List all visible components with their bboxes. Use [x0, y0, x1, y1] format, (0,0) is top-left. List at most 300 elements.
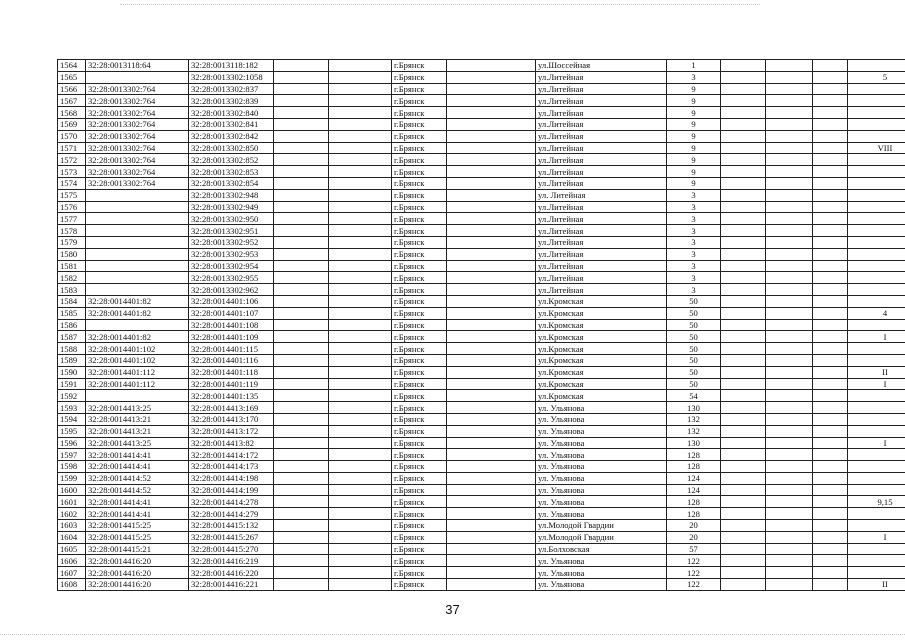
cell-col-10: [721, 225, 766, 237]
cell-cadastral-number: 32:28:0013302:954: [189, 260, 274, 272]
cell-col-5: [329, 154, 392, 166]
cell-col-5: [329, 319, 392, 331]
cell-col-4: [274, 260, 329, 272]
cell-col-10: [721, 319, 766, 331]
registry-table: [57, 59, 905, 591]
cell-cadastral-number: 32:28:0014415:132: [189, 520, 274, 532]
cell-city: г.Брянск: [392, 189, 447, 201]
cell-cadastral-number: 32:28:0014414:172: [189, 449, 274, 461]
cell-house-number: 9: [667, 142, 721, 154]
cell-col-7: [447, 354, 536, 366]
cell-col-7: [447, 378, 536, 390]
cell-col-11: [766, 248, 813, 260]
cell-col-12: [813, 567, 848, 579]
cell-street: ул. Литейная: [536, 189, 667, 201]
cell-col-5: [329, 354, 392, 366]
cell-col-10: [721, 413, 766, 425]
cell-col-4: [274, 107, 329, 119]
cell-col-5: [329, 555, 392, 567]
cell-cadastral-number: 32:28:0014416:221: [189, 579, 274, 591]
cell-col-12: [813, 319, 848, 331]
cell-city: г.Брянск: [392, 449, 447, 461]
cell-col-12: [813, 107, 848, 119]
cell-col-10: [721, 472, 766, 484]
cell-col-7: [447, 520, 536, 532]
cell-street: ул. Ульянова: [536, 425, 667, 437]
cell-house-number: 50: [667, 343, 721, 355]
cell-col-4: [274, 272, 329, 284]
cell-col-10: [721, 260, 766, 272]
cell-col-12: [813, 390, 848, 402]
cell-house-number: 3: [667, 284, 721, 296]
cell-col-12: [813, 579, 848, 591]
cell-city: г.Брянск: [392, 331, 447, 343]
cell-row-number: 1568: [58, 107, 86, 119]
cell-col-11: [766, 154, 813, 166]
cell-col-11: [766, 201, 813, 213]
cell-cadastral-number: 32:28:0013302:949: [189, 201, 274, 213]
cell-col-4: [274, 484, 329, 496]
cell-col-7: [447, 95, 536, 107]
cell-col-7: [447, 402, 536, 414]
table-row: [58, 484, 905, 496]
cell-city: г.Брянск: [392, 154, 447, 166]
cell-city: г.Брянск: [392, 142, 447, 154]
cell-col-12: [813, 437, 848, 449]
cell-col-10: [721, 579, 766, 591]
cell-col-5: [329, 449, 392, 461]
cell-note: [848, 295, 905, 307]
cell-house-number: 3: [667, 71, 721, 83]
cell-col-10: [721, 60, 766, 72]
cell-street: ул. Ульянова: [536, 402, 667, 414]
cell-street: ул.Кромская: [536, 366, 667, 378]
cell-street: ул.Кромская: [536, 378, 667, 390]
cell-cadastral-number: 32:28:0013302:952: [189, 236, 274, 248]
cell-note: 4: [848, 307, 905, 319]
cell-city: г.Брянск: [392, 201, 447, 213]
cell-cadastral-number: 32:28:0014401:106: [189, 295, 274, 307]
cell-cadastral-parent: 32:28:0014416:20: [86, 555, 189, 567]
cell-row-number: 1588: [58, 343, 86, 355]
cell-note: [848, 118, 905, 130]
cell-col-11: [766, 236, 813, 248]
table-row: [58, 95, 905, 107]
cell-col-7: [447, 130, 536, 142]
cell-cadastral-number: 32:28:0013302:837: [189, 83, 274, 95]
cell-row-number: 1594: [58, 413, 86, 425]
cell-col-12: [813, 71, 848, 83]
cell-col-12: [813, 225, 848, 237]
cell-row-number: 1564: [58, 60, 86, 72]
cell-house-number: 122: [667, 567, 721, 579]
cell-col-10: [721, 461, 766, 473]
cell-house-number: 124: [667, 472, 721, 484]
table-row: [58, 579, 905, 591]
cell-col-12: [813, 366, 848, 378]
cell-cadastral-parent: 32:28:0014413:21: [86, 413, 189, 425]
cell-col-4: [274, 118, 329, 130]
cell-col-12: [813, 484, 848, 496]
cell-cadastral-parent: 32:28:0013302:764: [86, 118, 189, 130]
cell-row-number: 1567: [58, 95, 86, 107]
cell-col-7: [447, 272, 536, 284]
cell-col-11: [766, 531, 813, 543]
cell-col-7: [447, 307, 536, 319]
cell-cadastral-number: 32:28:0014413:82: [189, 437, 274, 449]
cell-street: ул.Литейная: [536, 130, 667, 142]
cell-house-number: 128: [667, 496, 721, 508]
cell-col-12: [813, 142, 848, 154]
cell-cadastral-parent: [86, 201, 189, 213]
cell-row-number: 1590: [58, 366, 86, 378]
cell-cadastral-number: 32:28:0014414:279: [189, 508, 274, 520]
cell-city: г.Брянск: [392, 402, 447, 414]
cell-note: [848, 567, 905, 579]
cell-cadastral-parent: [86, 390, 189, 402]
cell-street: ул.Литейная: [536, 225, 667, 237]
cell-row-number: 1572: [58, 154, 86, 166]
cell-col-12: [813, 213, 848, 225]
cell-street: ул.Литейная: [536, 260, 667, 272]
cell-col-5: [329, 413, 392, 425]
cell-house-number: 3: [667, 189, 721, 201]
cell-house-number: 122: [667, 579, 721, 591]
cell-col-7: [447, 295, 536, 307]
cell-col-7: [447, 213, 536, 225]
cell-note: I: [848, 437, 905, 449]
cell-col-4: [274, 201, 329, 213]
cell-col-12: [813, 354, 848, 366]
cell-col-12: [813, 543, 848, 555]
cell-col-5: [329, 366, 392, 378]
cell-street: ул.Литейная: [536, 213, 667, 225]
cell-col-11: [766, 260, 813, 272]
cell-house-number: 3: [667, 225, 721, 237]
cell-col-7: [447, 449, 536, 461]
cell-cadastral-parent: 32:28:0014401:82: [86, 295, 189, 307]
cell-col-10: [721, 567, 766, 579]
cell-col-12: [813, 166, 848, 178]
cell-col-11: [766, 378, 813, 390]
cell-cadastral-number: 32:28:0013302:853: [189, 166, 274, 178]
cell-col-7: [447, 319, 536, 331]
cell-street: ул. Ульянова: [536, 496, 667, 508]
cell-cadastral-parent: 32:28:0014414:41: [86, 508, 189, 520]
cell-street: ул. Ульянова: [536, 484, 667, 496]
cell-col-12: [813, 60, 848, 72]
cell-col-4: [274, 461, 329, 473]
cell-col-10: [721, 130, 766, 142]
cell-street: ул. Ульянова: [536, 555, 667, 567]
cell-cadastral-number: 32:28:0014413:169: [189, 402, 274, 414]
cell-house-number: 9: [667, 118, 721, 130]
cell-cadastral-number: 32:28:0014401:119: [189, 378, 274, 390]
cell-cadastral-parent: [86, 272, 189, 284]
cell-cadastral-parent: 32:28:0013118:64: [86, 60, 189, 72]
cell-street: ул.Кромская: [536, 343, 667, 355]
cell-col-7: [447, 343, 536, 355]
cell-street: ул.Литейная: [536, 284, 667, 296]
cell-house-number: 128: [667, 461, 721, 473]
cell-cadastral-parent: [86, 284, 189, 296]
cell-col-10: [721, 378, 766, 390]
cell-col-10: [721, 402, 766, 414]
cell-col-5: [329, 484, 392, 496]
cell-col-10: [721, 83, 766, 95]
cell-city: г.Брянск: [392, 531, 447, 543]
cell-col-12: [813, 402, 848, 414]
cell-col-11: [766, 366, 813, 378]
cell-row-number: 1591: [58, 378, 86, 390]
registry-table-wrapper: [57, 59, 905, 591]
cell-col-12: [813, 425, 848, 437]
cell-row-number: 1570: [58, 130, 86, 142]
cell-note: VIII: [848, 142, 905, 154]
cell-col-4: [274, 472, 329, 484]
cell-col-10: [721, 484, 766, 496]
cell-note: [848, 177, 905, 189]
cell-house-number: 9: [667, 166, 721, 178]
cell-col-7: [447, 284, 536, 296]
cell-note: I: [848, 378, 905, 390]
cell-street: ул.Болховская: [536, 543, 667, 555]
cell-cadastral-number: 32:28:0013302:840: [189, 107, 274, 119]
cell-row-number: 1605: [58, 543, 86, 555]
cell-col-10: [721, 449, 766, 461]
cell-col-11: [766, 166, 813, 178]
cell-col-11: [766, 295, 813, 307]
cell-house-number: 130: [667, 402, 721, 414]
cell-note: 5: [848, 71, 905, 83]
cell-house-number: 132: [667, 425, 721, 437]
table-row: [58, 154, 905, 166]
cell-house-number: 128: [667, 508, 721, 520]
cell-col-5: [329, 331, 392, 343]
table-row: [58, 378, 905, 390]
cell-col-5: [329, 118, 392, 130]
cell-col-4: [274, 378, 329, 390]
cell-city: г.Брянск: [392, 496, 447, 508]
cell-cadastral-parent: 32:28:0013302:764: [86, 95, 189, 107]
cell-house-number: 50: [667, 307, 721, 319]
cell-row-number: 1581: [58, 260, 86, 272]
cell-house-number: 124: [667, 484, 721, 496]
cell-col-5: [329, 567, 392, 579]
cell-cadastral-number: 32:28:0014414:278: [189, 496, 274, 508]
cell-col-11: [766, 449, 813, 461]
cell-col-11: [766, 142, 813, 154]
cell-col-7: [447, 248, 536, 260]
cell-row-number: 1592: [58, 390, 86, 402]
cell-col-5: [329, 201, 392, 213]
scan-artifact-bottom: [0, 634, 905, 635]
cell-note: [848, 60, 905, 72]
cell-row-number: 1593: [58, 402, 86, 414]
cell-house-number: 122: [667, 555, 721, 567]
cell-cadastral-parent: [86, 260, 189, 272]
cell-col-5: [329, 107, 392, 119]
cell-note: [848, 83, 905, 95]
cell-col-4: [274, 413, 329, 425]
cell-col-4: [274, 449, 329, 461]
cell-city: г.Брянск: [392, 461, 447, 473]
cell-cadastral-parent: 32:28:0013302:764: [86, 142, 189, 154]
cell-col-7: [447, 555, 536, 567]
cell-street: ул. Ульянова: [536, 449, 667, 461]
cell-col-5: [329, 142, 392, 154]
cell-row-number: 1608: [58, 579, 86, 591]
cell-city: г.Брянск: [392, 107, 447, 119]
cell-col-4: [274, 520, 329, 532]
cell-row-number: 1604: [58, 531, 86, 543]
cell-col-10: [721, 118, 766, 130]
cell-col-12: [813, 177, 848, 189]
cell-col-10: [721, 496, 766, 508]
cell-col-7: [447, 71, 536, 83]
cell-street: ул.Кромская: [536, 295, 667, 307]
cell-cadastral-number: 32:28:0014401:107: [189, 307, 274, 319]
cell-city: г.Брянск: [392, 177, 447, 189]
cell-cadastral-parent: 32:28:0014413:21: [86, 425, 189, 437]
cell-col-4: [274, 83, 329, 95]
cell-col-10: [721, 390, 766, 402]
cell-street: ул.Литейная: [536, 236, 667, 248]
cell-city: г.Брянск: [392, 543, 447, 555]
cell-cadastral-number: 32:28:0013118:182: [189, 60, 274, 72]
cell-house-number: 9: [667, 154, 721, 166]
table-row: [58, 177, 905, 189]
cell-cadastral-parent: 32:28:0014414:41: [86, 449, 189, 461]
cell-street: ул.Кромская: [536, 331, 667, 343]
cell-col-4: [274, 425, 329, 437]
cell-col-4: [274, 555, 329, 567]
cell-street: ул. Ульянова: [536, 472, 667, 484]
cell-col-11: [766, 272, 813, 284]
cell-city: г.Брянск: [392, 236, 447, 248]
cell-col-11: [766, 307, 813, 319]
cell-col-11: [766, 107, 813, 119]
cell-house-number: 3: [667, 201, 721, 213]
cell-cadastral-parent: 32:28:0014416:20: [86, 579, 189, 591]
cell-street: ул.Литейная: [536, 248, 667, 260]
cell-row-number: 1577: [58, 213, 86, 225]
cell-city: г.Брянск: [392, 343, 447, 355]
cell-col-11: [766, 413, 813, 425]
cell-col-4: [274, 390, 329, 402]
cell-col-7: [447, 154, 536, 166]
cell-col-10: [721, 295, 766, 307]
cell-col-11: [766, 484, 813, 496]
cell-house-number: 9: [667, 95, 721, 107]
cell-city: г.Брянск: [392, 307, 447, 319]
cell-col-5: [329, 508, 392, 520]
cell-street: ул.Литейная: [536, 154, 667, 166]
cell-note: [848, 484, 905, 496]
cell-house-number: 1: [667, 60, 721, 72]
cell-note: [848, 284, 905, 296]
cell-col-5: [329, 472, 392, 484]
cell-note: [848, 189, 905, 201]
cell-house-number: 50: [667, 366, 721, 378]
cell-city: г.Брянск: [392, 272, 447, 284]
cell-street: ул. Ульянова: [536, 567, 667, 579]
cell-house-number: 57: [667, 543, 721, 555]
table-row: [58, 107, 905, 119]
cell-city: г.Брянск: [392, 284, 447, 296]
cell-row-number: 1602: [58, 508, 86, 520]
cell-col-10: [721, 95, 766, 107]
cell-row-number: 1589: [58, 354, 86, 366]
cell-city: г.Брянск: [392, 378, 447, 390]
table-row: [58, 390, 905, 402]
cell-col-12: [813, 449, 848, 461]
cell-cadastral-number: 32:28:0013302:948: [189, 189, 274, 201]
cell-col-10: [721, 343, 766, 355]
cell-street: ул.Литейная: [536, 166, 667, 178]
cell-col-4: [274, 236, 329, 248]
cell-city: г.Брянск: [392, 437, 447, 449]
cell-city: г.Брянск: [392, 390, 447, 402]
cell-col-5: [329, 272, 392, 284]
cell-house-number: 3: [667, 213, 721, 225]
cell-cadastral-number: 32:28:0013302:1058: [189, 71, 274, 83]
table-row: [58, 130, 905, 142]
cell-note: I: [848, 531, 905, 543]
cell-note: [848, 154, 905, 166]
cell-col-10: [721, 437, 766, 449]
cell-col-7: [447, 60, 536, 72]
cell-col-7: [447, 166, 536, 178]
cell-col-12: [813, 95, 848, 107]
cell-city: г.Брянск: [392, 472, 447, 484]
cell-col-7: [447, 461, 536, 473]
cell-cadastral-parent: 32:28:0013302:764: [86, 130, 189, 142]
cell-col-11: [766, 354, 813, 366]
cell-house-number: 20: [667, 531, 721, 543]
table-row: [58, 437, 905, 449]
cell-note: [848, 213, 905, 225]
cell-col-4: [274, 567, 329, 579]
cell-street: ул.Кромская: [536, 319, 667, 331]
cell-cadastral-number: 32:28:0013302:850: [189, 142, 274, 154]
cell-col-10: [721, 520, 766, 532]
table-row: [58, 213, 905, 225]
cell-col-4: [274, 95, 329, 107]
cell-row-number: 1601: [58, 496, 86, 508]
cell-col-10: [721, 189, 766, 201]
cell-city: г.Брянск: [392, 354, 447, 366]
cell-col-7: [447, 413, 536, 425]
cell-house-number: 9: [667, 107, 721, 119]
cell-house-number: 130: [667, 437, 721, 449]
cell-col-5: [329, 402, 392, 414]
cell-col-7: [447, 567, 536, 579]
table-row: [58, 531, 905, 543]
cell-cadastral-number: 32:28:0013302:950: [189, 213, 274, 225]
table-row: [58, 236, 905, 248]
cell-col-5: [329, 83, 392, 95]
page-number: 37: [445, 602, 460, 617]
cell-col-5: [329, 166, 392, 178]
cell-cadastral-parent: 32:28:0014401:102: [86, 354, 189, 366]
cell-col-7: [447, 390, 536, 402]
cell-col-12: [813, 83, 848, 95]
cell-col-10: [721, 236, 766, 248]
cell-col-7: [447, 142, 536, 154]
cell-street: ул.Литейная: [536, 118, 667, 130]
cell-city: г.Брянск: [392, 83, 447, 95]
